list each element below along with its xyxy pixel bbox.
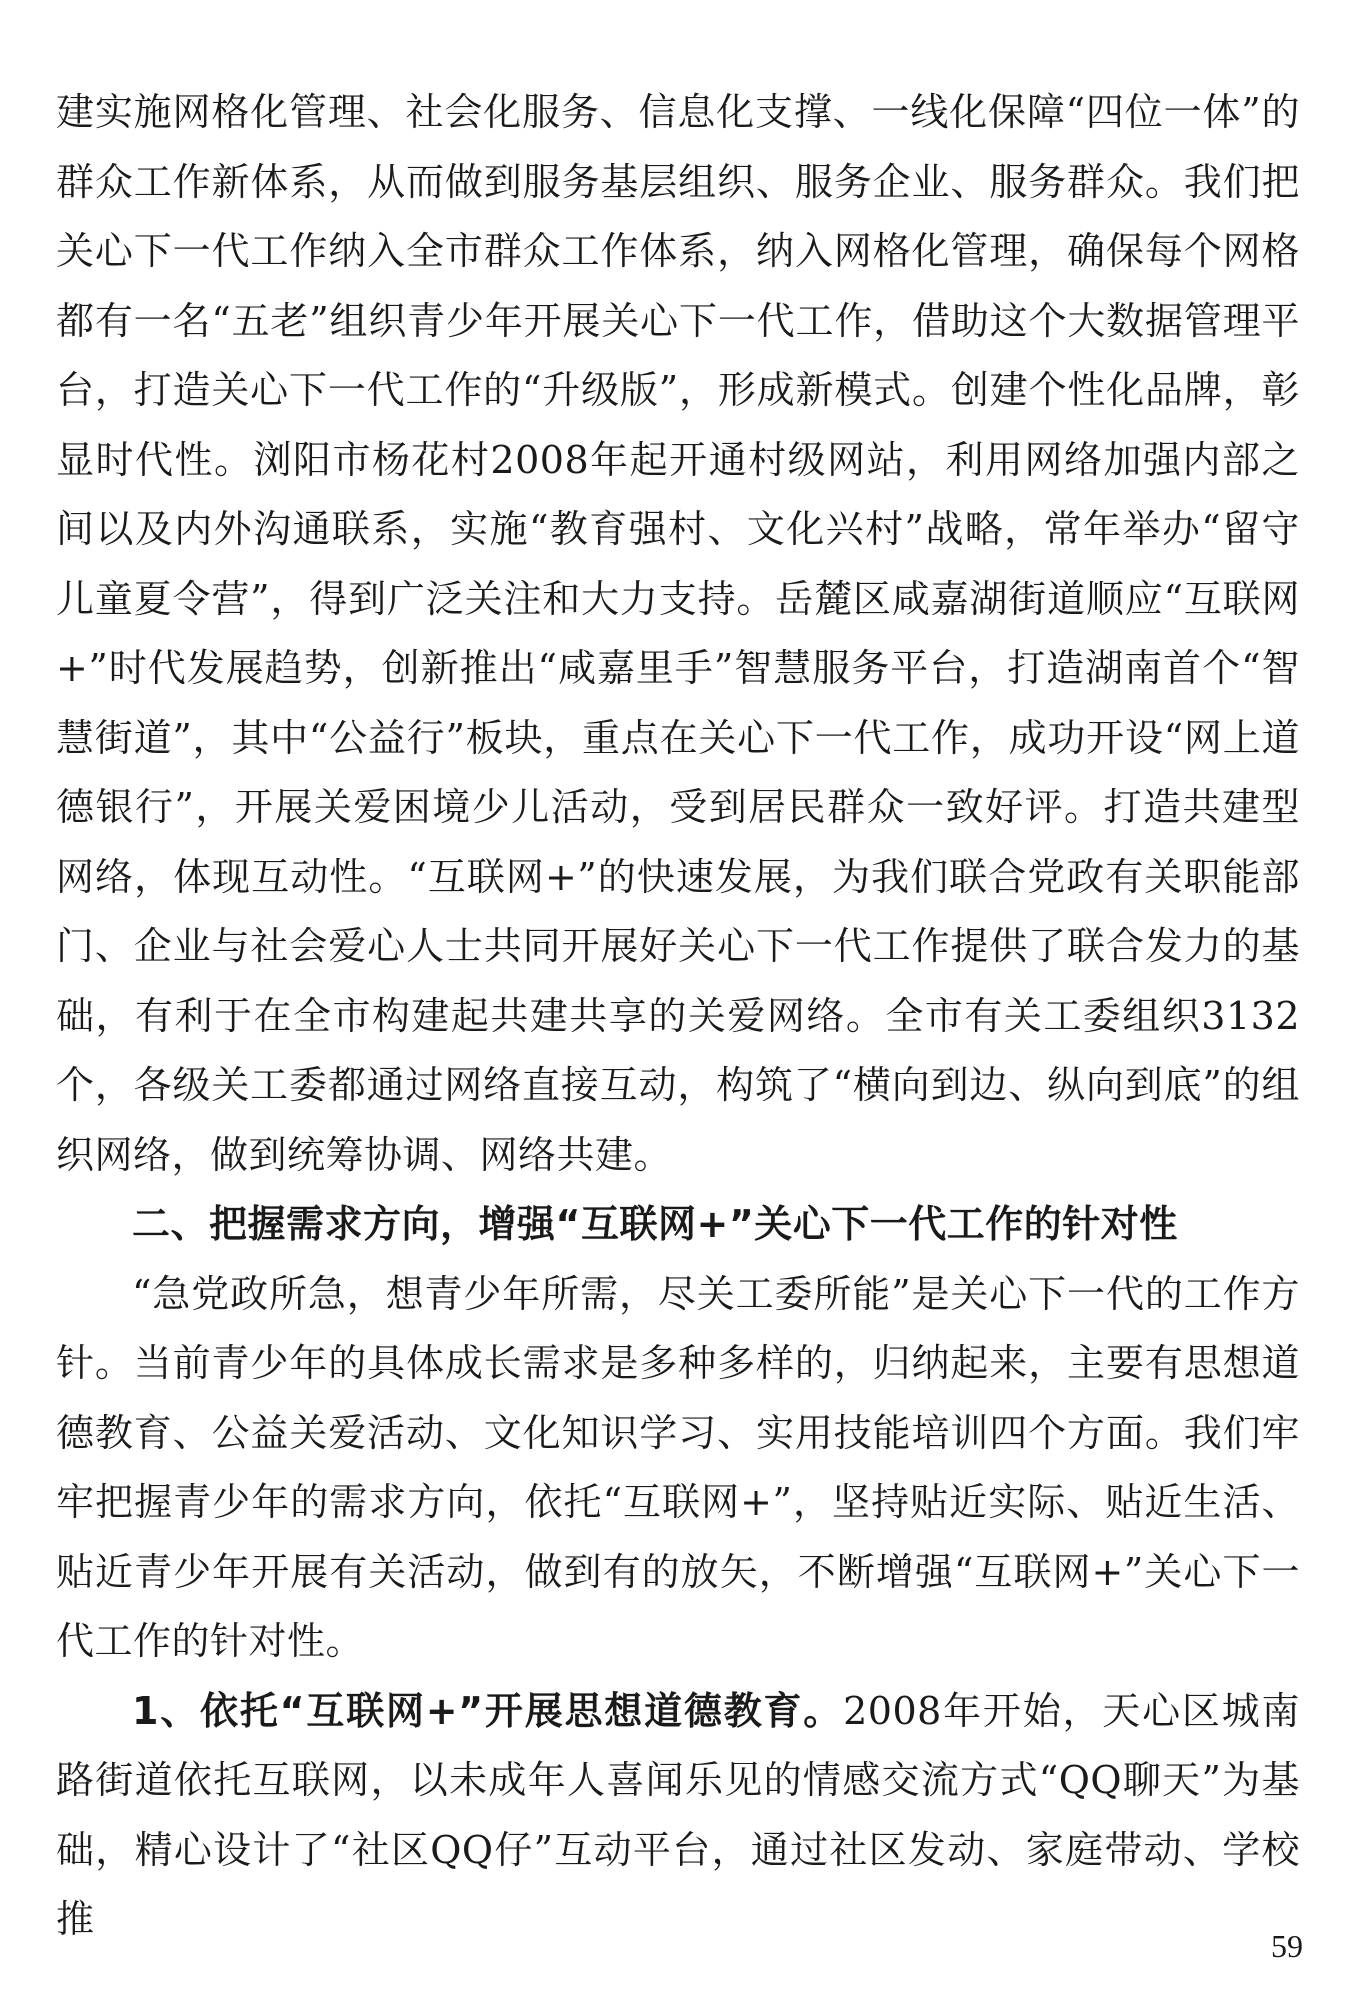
document-body [56, 78, 1300, 1955]
page-number: 59 [1271, 1928, 1303, 1964]
body-paragraph [56, 1677, 1300, 1955]
body-paragraph: 建实施网格化管理、社会化服务、信息化支撑、一线化保障“四位一体”的群众工作新体系，从而做到服务基层组织、服务企业、服务群众。我们把关心下一代工作纳入全市群众工作体系，纳入网格化管理，确保每个网格都有一名“五老”组织青少年开展关心下一代工作，借助这个大数据管理平台，打造关心下一代工作的“升级版”，形成新模式。创建个性化品牌，彰显时代性。浏阳市杨花村2008年起开通村级网站，利用网络加强内部之间以及内外沟通联系，实施“教育强村、文化兴村”战略，常年举办“留守儿童夏令营”，得到广泛关注和大力支持。岳麓区咸嘉湖街道顺应“互联网+”时代发展趋势，创新推出“咸嘉里手”智慧服务平台，打造湖南首个“智慧街道”，其中“公益行”板块，重点在关心下一代工作，成功开设“网上道德银行”，开展关爱困境少儿活动，受到居民群众一致好评。打造共建型网络，体现互动性。“互联网+”的快速发展，为我们联合党政有关职能部门、企业与社会爱心人士共同开展好关心下一代工作提供了联合发力的基础，有利于在全市构建起共建共享的关爱网络。全市有关工委组织3132个，各级关工委都通过网络直接互动，构筑了“横向到边、纵向到底”的组织网络，做到统筹协调、网络共建。 [56, 90, 1300, 1177]
subsection-lead: 1、依托“互联网+”开展思想道德教育。 [132, 1688, 844, 1733]
body-paragraph: “急党政所急，想青少年所需，尽关工委所能”是关心下一代的工作方针。当前青少年的具体成长需求是多种多样的，归纳起来，主要有思想道德教育、公益关爱活动、文化知识学习、实用技能培训四个方面。我们牢牢把握青少年的需求方向，依托“互联网+”，坚持贴近实际、贴近生活、贴近青少年开展有关活动，做到有的放矢，不断增强“互联网+”关心下一代工作的针对性。 [56, 1271, 1300, 1663]
subsection-body: 2008年开始，天心区城南路街道依托互联网，以未成年人喜闻乐见的情感交流方式“QQ聊天”为基础，精心设计了“社区QQ仔”互动平台，通过社区发动、家庭带动、学校推 [56, 1688, 1300, 1941]
section-heading: 二、把握需求方向，增强“互联网+”关心下一代工作的针对性 [132, 1202, 1178, 1246]
